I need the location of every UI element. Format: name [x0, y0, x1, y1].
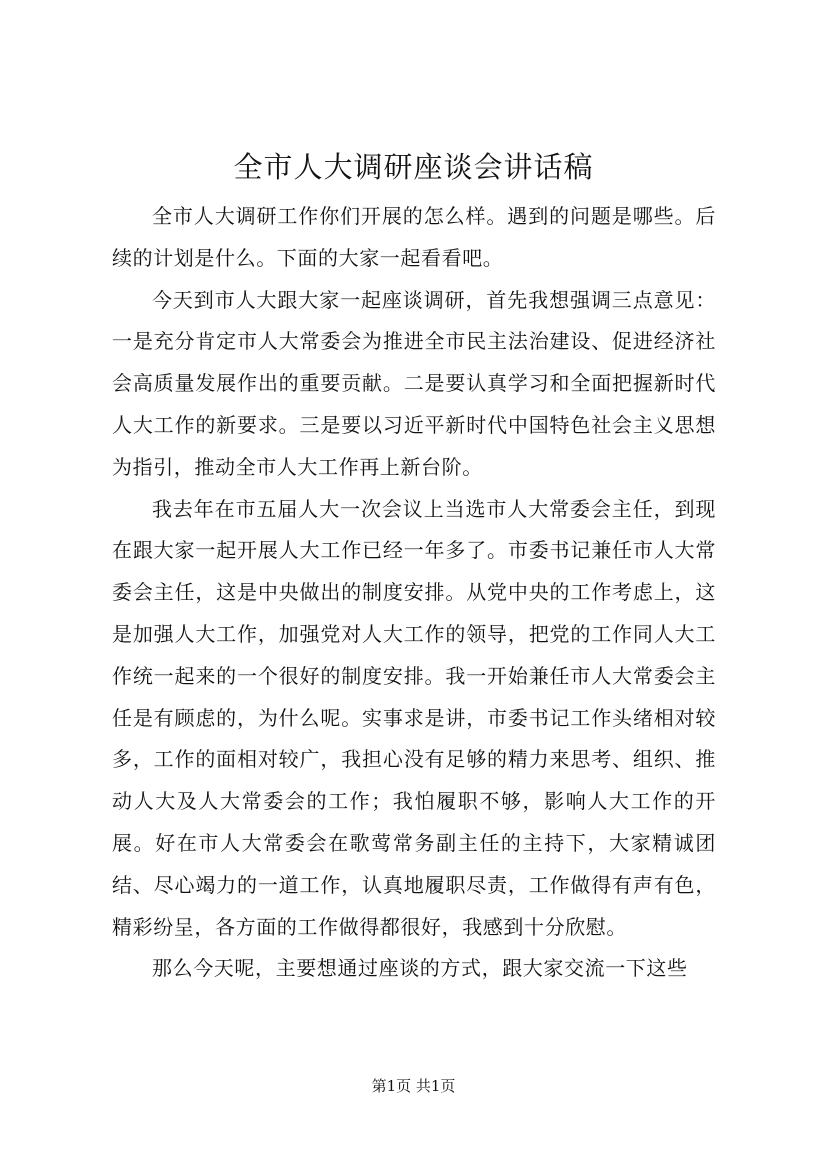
- paragraph-3: 我去年在市五届人大一次会议上当选市人大常委会主任，到现在跟大家一起开展人大工作已经一年多了。市委书记兼任市人大常委会主任，这是中央做出的制度安排。从党中央的工作考虑上，这是加强人大工作，加强党对人大工作的领导，把党的工作同人大工作统一起来的一个很好的制度安排。我一开始兼任市人大常委会主任是有顾虑的，为什么呢。实事求是讲，市委书记工作头绪相对较多，工作的面相对较广，我担心没有足够的精力来思考、组织、推动人大及人大常委会的工作；我怕履职不够，影响人大工作的开展。好在市人大常委会在歌莺常务副主任的主持下，大家精诚团结、尽心竭力的一道工作，认真地履职尽责，工作做得有声有色，精彩纷呈，各方面的工作做得都很好，我感到十分欣慰。: [112, 496, 716, 939]
- paragraph-1: 全市人大调研工作你们开展的怎么样。遇到的问题是哪些。后续的计划是什么。下面的大家一起看看吧。: [112, 204, 716, 270]
- document-title: 全市人大调研座谈会讲话稿: [233, 150, 594, 184]
- paragraph-2: 今天到市人大跟大家一起座谈调研，首先我想强调三点意见：一是充分肯定市人大常委会为推进全市民主法治建设、促进经济社会高质量发展作出的重要贡献。二是要认真学习和全面把握新时代人大工作的新要求。三是要以习近平新时代中国特色社会主义思想为指引，推动全市人大工作再上新台阶。: [112, 287, 716, 479]
- page-footer: 第1页 共1页: [371, 1077, 456, 1095]
- paragraph-4: 那么今天呢，主要想通过座谈的方式，跟大家交流一下这些: [152, 956, 688, 981]
- document-body: [112, 196, 716, 990]
